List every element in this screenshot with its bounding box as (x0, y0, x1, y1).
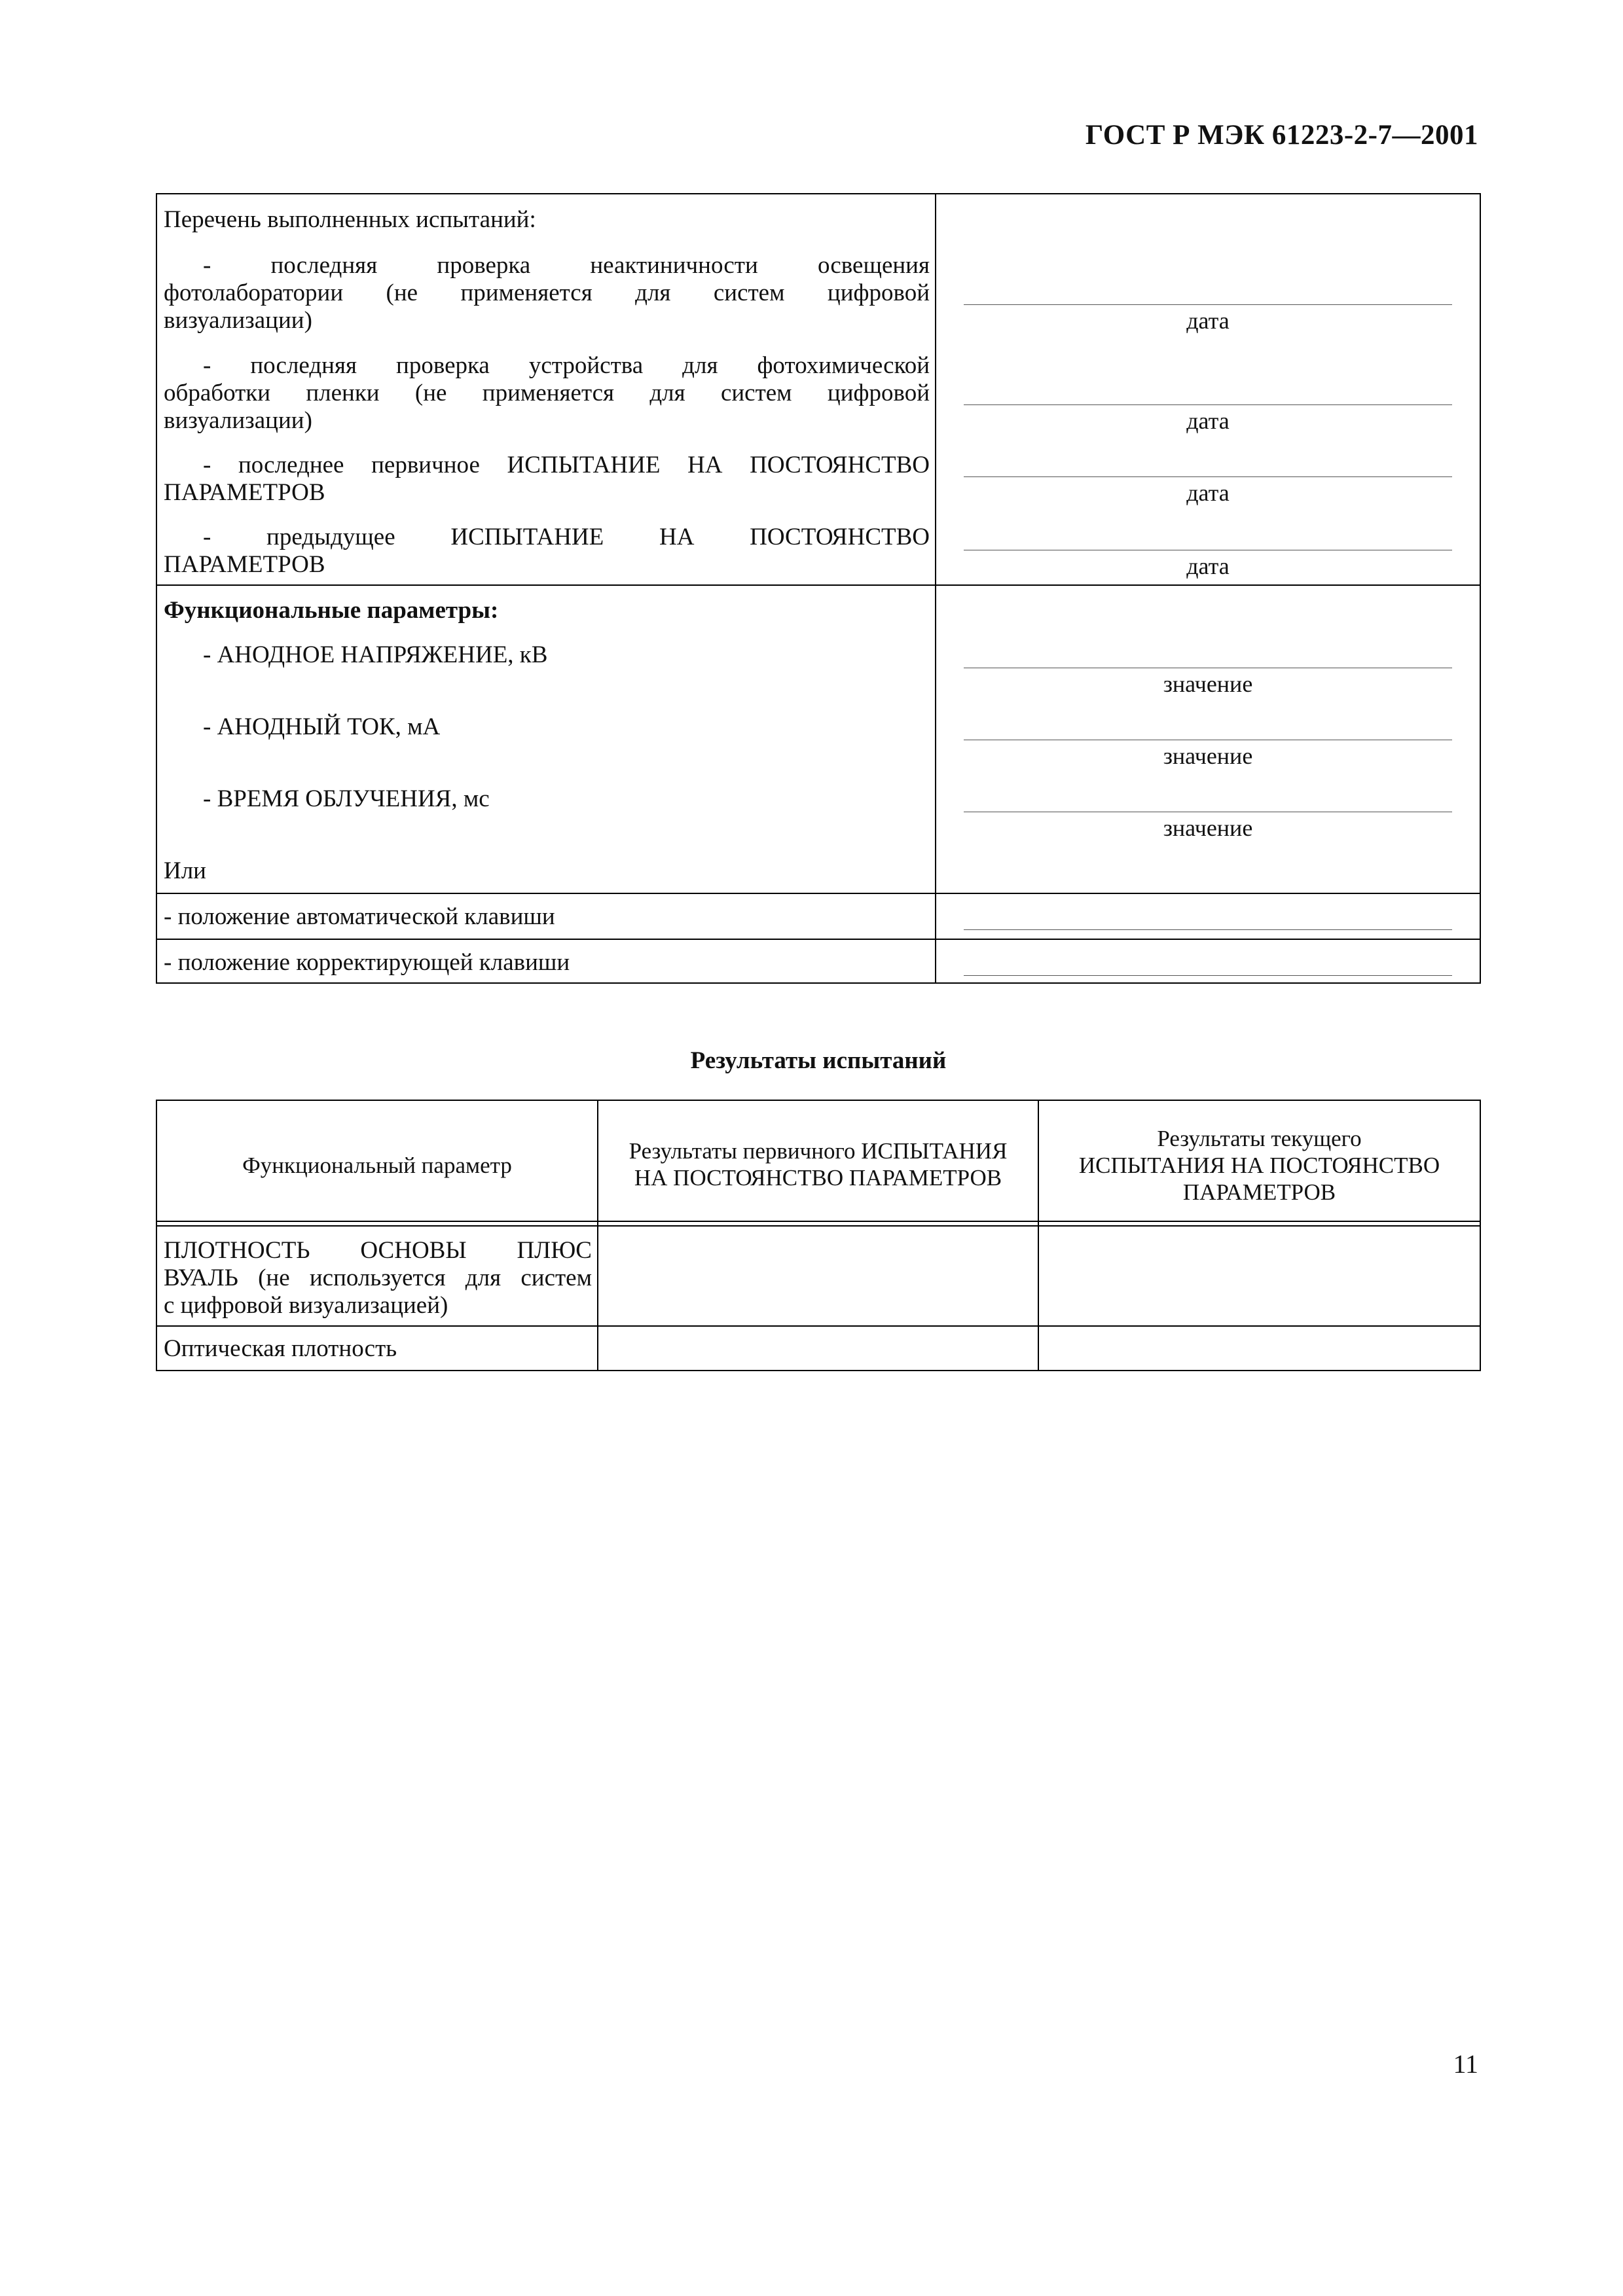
functional-params-heading: Функциональные параметры: (164, 597, 499, 624)
auto-key-field[interactable] (964, 929, 1452, 930)
test-item-4-line1: - предыдущее ИСПЫТАНИЕ НА ПОСТОЯНСТВО (203, 524, 930, 550)
header-current-results-line2: ИСПЫТАНИЯ НА ПОСТОЯНСТВО (1078, 1153, 1440, 1178)
test-item-2-date-field[interactable] (964, 404, 1452, 405)
header-functional-parameter: Функциональный параметр (242, 1153, 512, 1178)
test-item-3-line2: ПАРАМЕТРОВ (164, 479, 325, 506)
test-item-1-line2: фотолаборатории (не применяется для систем цифровой (164, 279, 930, 306)
test-item-3-date-field[interactable] (964, 476, 1452, 477)
results-header-divider (156, 1225, 1481, 1227)
or-label: Или (164, 857, 206, 884)
row-base-fog-line1: ПЛОТНОСТЬ ОСНОВЫ ПЛЮС (164, 1237, 592, 1264)
table1-row-divider (156, 893, 1481, 894)
performed-tests-heading: Перечень выполненных испытаний: (164, 206, 536, 233)
results-header-divider (156, 1221, 1481, 1222)
table1-row-divider (156, 939, 1481, 940)
results-row-divider (156, 1325, 1481, 1327)
date-caption: дата (1186, 408, 1230, 434)
test-item-3-line1: - последнее первичное ИСПЫТАНИЕ НА ПОСТОЯНСТВО (203, 452, 930, 478)
test-item-1-line3: визуализации) (164, 307, 312, 334)
header-initial-results-line1: Результаты первичного ИСПЫТАНИЯ (629, 1138, 1008, 1164)
row-base-fog-line3: с цифровой визуализацией) (164, 1292, 448, 1319)
table1-column-divider (935, 193, 936, 984)
date-caption: дата (1186, 480, 1230, 506)
header-initial-results-line2: НА ПОСТОЯНСТВО ПАРАМЕТРОВ (634, 1165, 1002, 1191)
test-item-2-line2: обработки пленки (не применяется для систем цифровой (164, 380, 930, 406)
test-item-1-line1: - последняя проверка неактиничности освещения (203, 252, 930, 279)
row-base-fog-line2: ВУАЛЬ (не используется для систем (164, 1265, 592, 1291)
header-current-results-line3: ПАРАМЕТРОВ (1182, 1179, 1336, 1205)
page-number: 11 (1453, 2049, 1478, 2079)
correction-key-label: - положение корректирующей клавиши (164, 949, 570, 976)
table1-row-divider (156, 584, 1481, 586)
date-caption: дата (1186, 553, 1230, 579)
test-item-2-line1: - последняя проверка устройства для фотохимической (203, 352, 930, 379)
row-optical-density: Оптическая плотность (164, 1335, 397, 1362)
anode-voltage-label: - АНОДНОЕ НАПРЯЖЕНИЕ, кВ (203, 641, 548, 668)
anode-current-label: - АНОДНЫЙ ТОК, мА (203, 713, 441, 740)
date-caption: дата (1186, 308, 1230, 334)
value-caption: значение (1163, 743, 1253, 769)
value-caption: значение (1163, 815, 1253, 841)
correction-key-field[interactable] (964, 975, 1452, 976)
document-id: ГОСТ Р МЭК 61223-2-7—2001 (1085, 120, 1478, 151)
test-item-4-line2: ПАРАМЕТРОВ (164, 551, 325, 578)
header-current-results-line1: Результаты текущего (1157, 1126, 1362, 1151)
value-caption: значение (1163, 671, 1253, 697)
exposure-time-label: - ВРЕМЯ ОБЛУЧЕНИЯ, мс (203, 785, 490, 812)
results-title: Результаты испытаний (690, 1047, 947, 1074)
test-item-2-line3: визуализации) (164, 407, 312, 434)
test-item-1-date-field[interactable] (964, 304, 1452, 305)
auto-key-label: - положение автоматической клавиши (164, 903, 555, 930)
